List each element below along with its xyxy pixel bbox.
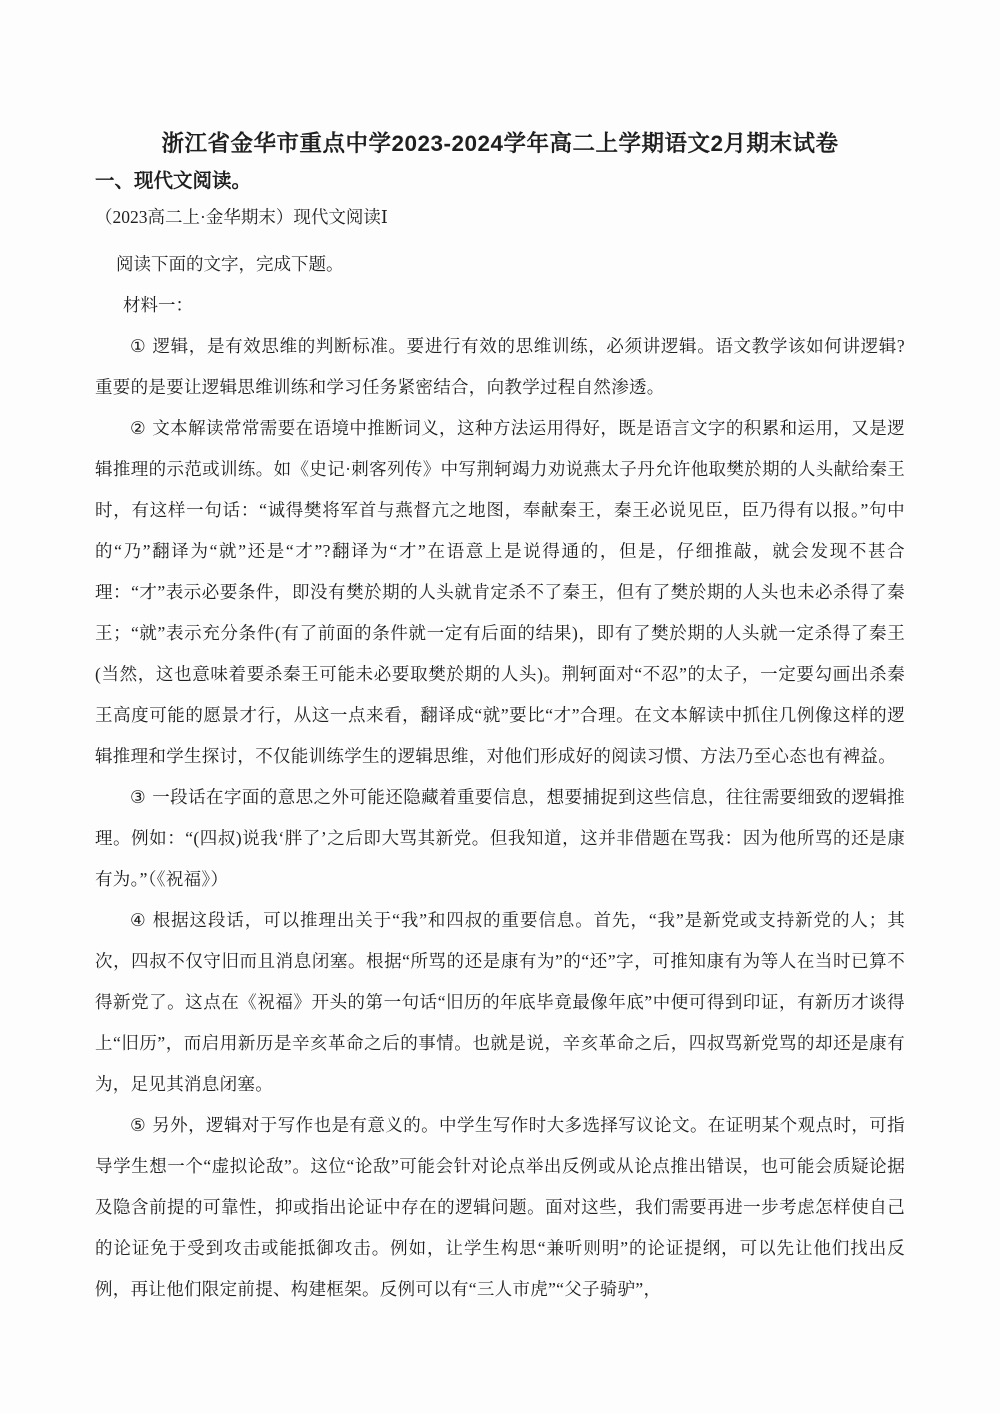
paragraph-5 [95,1105,905,1310]
paragraph-4-marker: ④ [130,910,147,930]
section-heading: 一、现代文阅读。 [95,170,252,192]
paragraph-2-text: 文本解读常常需要在语境中推断词义，这种方法运用得好，既是语言文字的积累和运用，又是逻辑推理的示范或训练。如《史记·刺客列传》中写荆轲竭力劝说燕太子丹允许他取樊於期的人头献给秦王时，有这样一句话：“诚得樊将军首与燕督亢之地图，奉献秦王，秦王必说见臣，臣乃得有以报。”句中的“乃”翻译为“就”还是“才”?翻译为“才”在语意上是说得通的，但是，仔细推敲，就会发现不甚合理：“才”表示必要条件，即没有樊於期的人头就肯定杀不了秦王，但有了樊於期的人头也未必杀得了秦王；“就”表示充分条件(有了前面的条件就一定有后面的结果)，即有了樊於期的人头就一定杀得了秦王(当然，这也意味着要杀秦王可能未必要取樊於期的人头)。荆轲面对“不忍”的太子，一定要勾画出杀秦王高度可能的愿景才行，从这一点来看，翻译成“就”要比“才”合理。在文本解读中抓住几例像这样的逻辑推理和学生探讨，不仅能训练学生的逻辑思维，对他们形成好的阅读习惯、方法乃至心态也有裨益。 [95,418,905,766]
source-note: （2023高二上·金华期末）现代文阅读Ⅰ [95,207,388,227]
paragraph-5-text: 另外，逻辑对于写作也是有意义的。中学生写作时大多选择写议论文。在证明某个观点时，可指导学生想一个“虚拟论敌”。这位“论敌”可能会针对论点举出反例或从论点推出错误，也可能会质疑论据及隐含前提的可靠性，抑或指出论证中存在的逻辑问题。面对这些，我们需要再进一步考虑怎样使自己的论证免于受到攻击或能抵御攻击。例如，让学生构思“兼听则明”的论证提纲，可以先让他们找出反例，再让他们限定前提、构建框架。反例可以有“三人市虎”“父子骑驴”， [95,1115,905,1299]
page-title: 浙江省金华市重点中学2023-2024学年高二上学期语文2月期末试卷 [161,131,839,156]
paragraph-3-text: 一段话在字面的意思之外可能还隐藏着重要信息，想要捕捉到这些信息，往往需要细致的逻辑推理。例如：“(四叔)说我‘胖了’之后即大骂其新党。但我知道，这并非借题在骂我：因为他所骂的还是康有为。”（《祝福》） [95,787,905,889]
paragraph-3 [95,777,905,900]
paragraph-3-marker: ③ [130,787,147,807]
material-label: 材料一： [123,295,193,315]
instruction-line: 阅读下面的文字，完成下题。 [116,254,344,274]
paragraph-1-marker: ① [130,336,147,356]
paragraph-1 [95,326,905,408]
paragraph-1-text: 逻辑，是有效思维的判断标准。要进行有效的思维训练，必须讲逻辑。语文教学该如何讲逻辑?重要的是要让逻辑思维训练和学习任务紧密结合，向教学过程自然渗透。 [95,336,905,397]
paragraph-4-text: 根据这段话，可以推理出关于“我”和四叔的重要信息。首先，“我”是新党或支持新党的人；其次，四叔不仅守旧而且消息闭塞。根据“所骂的还是康有为”的“还”字，可推知康有为等人在当时已算不得新党了。这点在《祝福》开头的第一句话“旧历的年底毕竟最像年底”中便可得到印证，有新历才谈得上“旧历”，而启用新历是辛亥革命之后的事情。也就是说，辛亥革命之后，四叔骂新党骂的却还是康有为，足见其消息闭塞。 [95,910,905,1094]
paragraph-2 [95,408,905,777]
paragraph-2-marker: ② [130,418,147,438]
paragraph-5-marker: ⑤ [130,1115,147,1135]
paragraph-4 [95,900,905,1105]
